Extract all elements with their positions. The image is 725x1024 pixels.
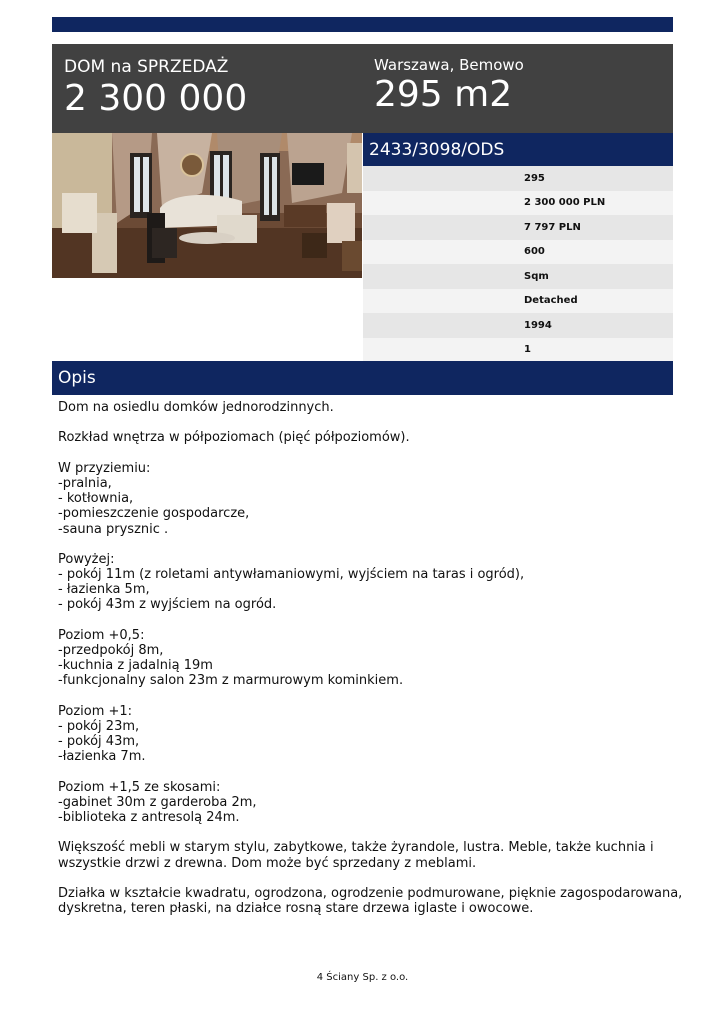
detail-value: 2 300 000 PLN <box>524 197 606 209</box>
description-line <box>58 689 668 704</box>
description-line: -kuchnia z jadalnią 19m <box>58 658 213 674</box>
description-line: Większość mebli w starym stylu, zabytkowe, także żyrandole, lustra. Meble, także kuchnia i <box>58 840 654 856</box>
listing-details-list <box>363 166 673 362</box>
detail-row <box>363 191 673 216</box>
detail-row <box>363 215 673 240</box>
description-line <box>58 825 668 840</box>
detail-value: 1994 <box>524 319 552 331</box>
reference-number-bar <box>363 133 673 166</box>
detail-value: 7 797 PLN <box>524 221 581 233</box>
description-line: Poziom +1: <box>58 703 133 719</box>
description-line: Poziom +0,5: <box>58 627 145 643</box>
description-line: - kotłownia, <box>58 491 134 507</box>
detail-value: 295 <box>524 172 545 184</box>
description-line <box>58 537 668 552</box>
detail-row <box>363 313 673 338</box>
description-body <box>58 400 683 917</box>
description-line: Dom na osiedlu domków jednorodzinnych. <box>58 400 334 415</box>
description-line <box>58 871 668 886</box>
description-line: Poziom +1,5 ze skosami: <box>58 779 221 795</box>
description-line: - pokój 43m, <box>58 734 140 750</box>
description-line: - pokój 11m (z roletami antywłamaniowymi, wyjściem na taras i ogród), <box>58 567 525 583</box>
listing-type-label: DOM na SPRZEDAŻ <box>64 57 229 77</box>
description-line: -przedpokój 8m, <box>58 643 164 658</box>
listing-price: 2 300 000 <box>64 78 248 119</box>
detail-row <box>363 289 673 314</box>
description-line <box>58 446 668 461</box>
description-line: -funkcjonalny salon 23m z marmurowym kominkiem. <box>58 673 404 689</box>
listing-header <box>52 44 673 133</box>
description-line: - pokój 23m, <box>58 718 140 734</box>
description-line: -łazienka 7m. <box>58 749 146 765</box>
listing-area: 295 m2 <box>374 74 513 115</box>
detail-value: 1 <box>524 344 531 356</box>
listing-location: Warszawa, Bemowo <box>374 56 524 74</box>
description-line: Powyżej: <box>58 551 115 567</box>
description-line: Działka w kształcie kwadratu, ogrodzona, ogrodzenie podmurowane, pięknie zagospodarowana, <box>58 886 683 901</box>
detail-value: Sqm <box>524 270 549 282</box>
description-heading-bar <box>52 361 673 395</box>
description-line: - łazienka 5m, <box>58 582 150 598</box>
detail-value: 600 <box>524 246 545 258</box>
description-line: dyskretna, teren płaski, na działce rosną stare drzewa iglaste i owocowe. <box>58 901 534 917</box>
description-line <box>58 613 668 628</box>
description-line: -gabinet 30m z garderoba 2m, <box>58 794 257 810</box>
description-line: W przyziemiu: <box>58 460 151 476</box>
reference-number: 2433/3098/ODS <box>369 140 505 160</box>
detail-row <box>363 338 673 363</box>
detail-row <box>363 166 673 191</box>
description-line: - pokój 43m z wyjściem na ogród. <box>58 597 277 613</box>
footer-company: 4 Ściany Sp. z o.o. <box>316 972 409 983</box>
detail-row <box>363 240 673 265</box>
description-heading: Opis <box>58 368 96 388</box>
description-line: -biblioteka z antresolą 24m. <box>58 810 240 826</box>
description-line: wszystkie drzwi z drewna. Dom może być sprzedany z meblami. <box>58 855 477 871</box>
detail-row <box>363 264 673 289</box>
description-line: -pralnia, <box>58 475 112 491</box>
description-line <box>58 415 668 430</box>
property-photo <box>52 133 362 278</box>
top-accent-bar <box>52 17 673 32</box>
description-line <box>58 765 668 780</box>
description-line: -pomieszczenie gospodarcze, <box>58 506 250 522</box>
description-line: -sauna prysznic . <box>58 521 169 537</box>
detail-value: Detached <box>524 295 578 307</box>
description-line: Rozkład wnętrza w półpoziomach (pięć półpoziomów). <box>58 430 410 446</box>
